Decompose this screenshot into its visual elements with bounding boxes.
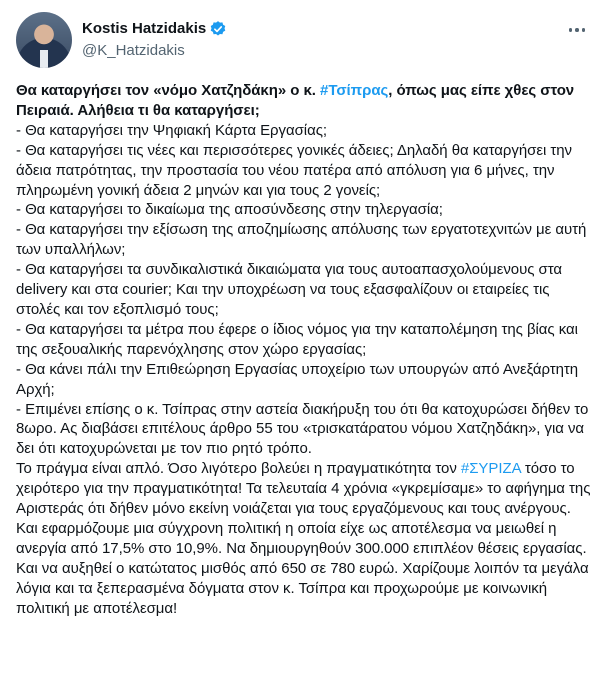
bullet-item: - Θα κάνει πάλι την Επιθεώρηση Εργασίας υποχείριο των υπουργών από Ανεξάρτητη Αρχή; xyxy=(16,360,579,398)
bullet-item: - Επιμένει επίσης ο κ. Τσίπρας στην αστεία διακήρυξη του ότι θα κατοχυρώσει δήθεν το 8ωρο. Ας διαβάσει επιτέλους άρθρο 55 του «τρισκατάρατου νόμου Χατζηδάκη», για να δει ότι κατοχυρώνεται με τον πιο ρητό τρόπο. xyxy=(16,400,589,458)
hashtag-syriza[interactable]: #ΣΥΡΙΖΑ xyxy=(460,460,521,478)
tweet-closing: Το πράγμα είναι απλό. Όσο λιγότερο βολεύει η πραγματικότητα τον #ΣΥΡΙΖΑ τόσο το χειρότερο για την πραγματικότητα! Τα τελευταία 4 χρόνια «γκρεμίσαμε» το αφήγημα της Αριστεράς ότι δήθεν μόνο εκείνη νοιάζεται για τους εργαζόμενους και τους ανέργους. Και εφαρμόζουμε μια σύγχρονη πολιτική η οποία είχε ως αποτέλεσμα να μειωθεί η ανεργία από 17,5% στο 10,9%. Να δημιουργηθούν 300.000 επιπλέον θέσεις εργασίας. Και να αυξηθεί ο κατώτατος μισθός από 650 σε 780 ευρώ. Χαρίζουμε λοιπόν τα μεγάλα λόγια και τα ξεπερασμένα δόγματα στον κ. Τσίπρα και προχωρούμε με κοινωνική πολιτική με αποτέλεσμα! xyxy=(16,460,591,617)
bullet-item: - Θα καταργήσει την Ψηφιακή Κάρτα Εργασίας; xyxy=(16,121,327,139)
verified-badge-icon xyxy=(209,20,227,38)
bullet-item: - Θα καταργήσει τα μέτρα που έφερε ο ίδιος νόμος για την καταπολέμηση της βίας και της σεξουαλικής παρενόχλησης στον χώρο εργασίας; xyxy=(16,320,578,358)
author-name[interactable]: Kostis Hatzidakis xyxy=(82,20,207,37)
author-handle[interactable]: @K_Hatzidakis xyxy=(82,42,185,59)
avatar[interactable] xyxy=(16,12,72,68)
bullet-item: - Θα καταργήσει την εξίσωση της αποζημίωσης απόλυσης των εργατοτεχνιτών με αυτή των υπαλλήλων; xyxy=(16,221,587,259)
hashtag-tsipras[interactable]: #Τσίπρας xyxy=(320,82,389,99)
author-info xyxy=(82,19,227,61)
tweet-header xyxy=(16,10,227,70)
tweet-lead: Θα καταργήσει τον «νόμο Χατζηδάκη» ο κ. #Τσίπρας, όπως μας είπε χθες στον Πειραιά. Αλήθεια τι θα καταργήσει; xyxy=(16,82,575,119)
more-options-icon[interactable] xyxy=(565,18,589,42)
tweet-text xyxy=(16,81,591,618)
bullet-item: - Θα καταργήσει τις νέες και περισσότερες γονικές άδειες; Δηλαδή θα καταργήσει την άδεια πατρότητας, την προστασία του νέου πατέρα από απόλυση για 6 μήνες, την πληρωμένη γονική άδεια 2 μηνών και για τους 2 γονείς; xyxy=(16,141,572,199)
bullet-item: - Θα καταργήσει τα συνδικαλιστικά δικαιώματα για τους αυτοαπασχολούμενους στα delivery και στα courier; Και την υποχρέωση να τους εξασφαλίζουν οι εταιρείες τις στολές και τον εξοπλισμό τους; xyxy=(16,261,563,318)
bullet-item: - Θα καταργήσει το δικαίωμα της αποσύνδεσης στην τηλεργασία; xyxy=(16,201,443,219)
